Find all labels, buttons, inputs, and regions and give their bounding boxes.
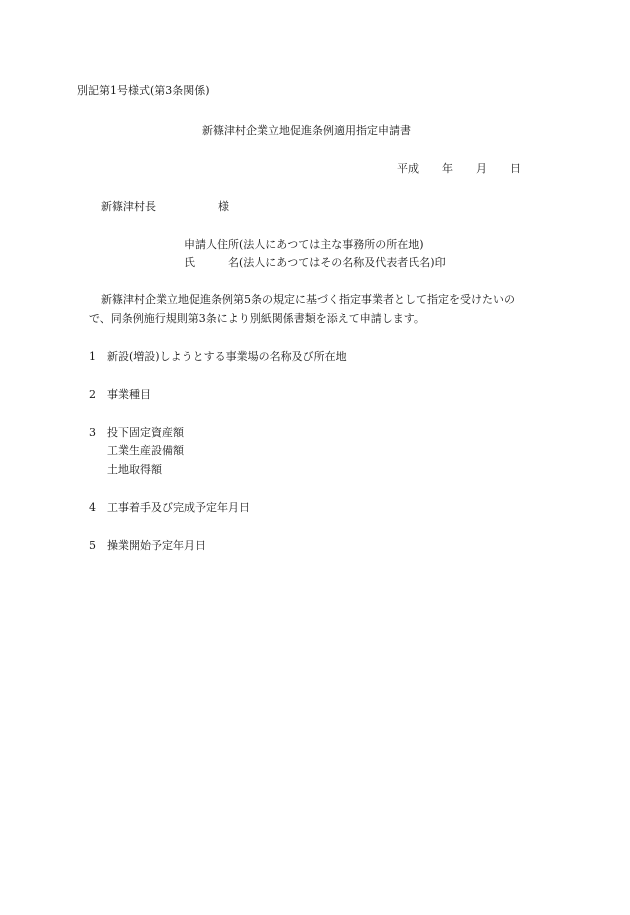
- item-3-number: 3: [89, 426, 96, 439]
- applicant-name-label-2: 名(法人にあつてはその名称及代表者氏名)印: [228, 256, 446, 269]
- item-4-number: 4: [89, 501, 96, 514]
- item-1-text: 新設(増設)しようとする事業場の名称及び所在地: [107, 350, 347, 363]
- date-era: 平成: [397, 162, 419, 175]
- applicant-name-line: [184, 256, 446, 270]
- date-day: 日: [510, 162, 521, 175]
- item-3-sub-1: 工業生産設備額: [107, 444, 184, 457]
- applicant-address-label: 申請人住所(法人にあつては主な事務所の所在地): [184, 238, 424, 251]
- applicant-name-label-1: 氏: [184, 256, 195, 269]
- body-line-2: で、同条例施行規則第3条により別紙関係書類を添えて申請します。: [89, 312, 425, 325]
- item-5-number: 5: [89, 539, 96, 552]
- date-line: [397, 162, 521, 176]
- item-4-text: 工事着手及び完成予定年月日: [107, 501, 250, 514]
- body-line-1: 新篠津村企業立地促進条例第5条の規定に基づく指定事業者として指定を受けたいの: [101, 293, 515, 306]
- date-month: 月: [476, 162, 487, 175]
- item-1-number: 1: [89, 350, 96, 363]
- item-5-text: 操業開始予定年月日: [107, 539, 206, 552]
- item-2-number: 2: [89, 388, 96, 401]
- addressee-honorific: 様: [218, 200, 229, 213]
- date-year: 年: [442, 162, 453, 175]
- item-3-sub-2: 土地取得額: [107, 463, 162, 476]
- form-label: 別記第1号様式(第3条関係): [77, 84, 210, 97]
- document-title: 新篠津村企業立地促進条例適用指定申請書: [202, 124, 411, 137]
- addressee-name: 新篠津村長: [101, 200, 156, 213]
- item-3-text: 投下固定資産額: [107, 426, 184, 439]
- item-2-text: 事業種目: [107, 388, 151, 401]
